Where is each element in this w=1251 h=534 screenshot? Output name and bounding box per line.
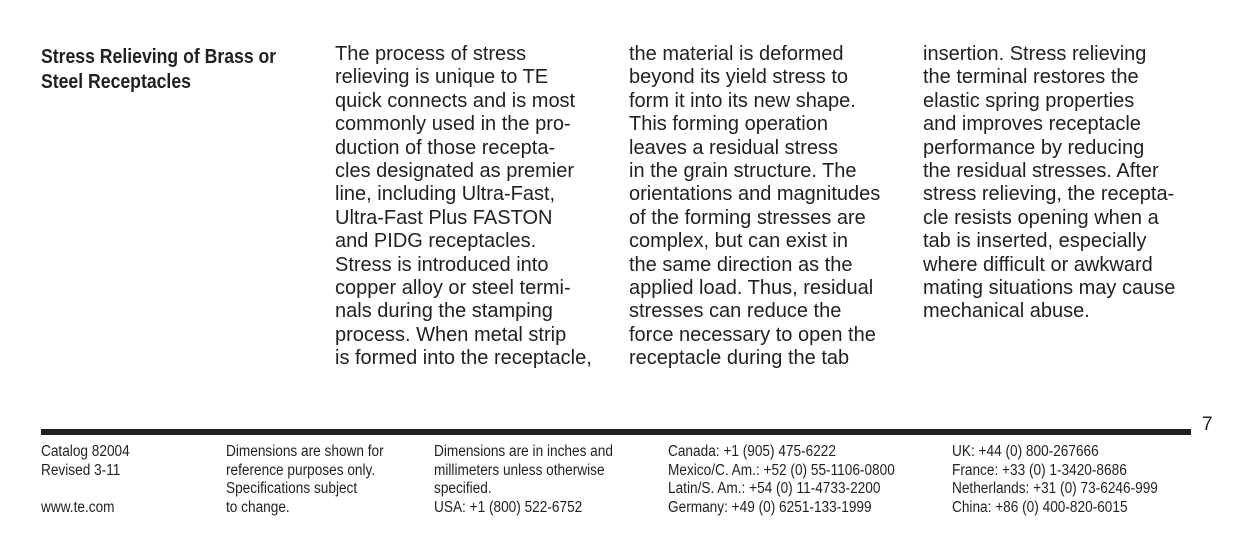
text-line: beyond its yield stress to bbox=[629, 66, 848, 89]
text-line: applied load. Thus, residual bbox=[629, 277, 874, 300]
text-line: the material is deformed bbox=[629, 43, 844, 65]
text-line: reference purposes only. bbox=[226, 461, 376, 479]
text-line: stresses can reduce the bbox=[629, 300, 842, 323]
text-line: quick connects and is most bbox=[335, 89, 576, 112]
text-line: and PIDG receptacles. bbox=[335, 230, 537, 253]
text-line: process. When metal strip bbox=[335, 323, 567, 346]
page-number: 7 bbox=[1202, 414, 1213, 435]
body-column-3 bbox=[923, 43, 1208, 324]
text-line: China: +86 (0) 400-820-6015 bbox=[952, 498, 1128, 516]
footer-dimensions-note bbox=[226, 443, 384, 517]
footer-divider-rule bbox=[41, 429, 1191, 435]
text-line: Mexico/C. Am.: +52 (0) 55-1106-0800 bbox=[668, 461, 895, 479]
text-line: nals during the stamping bbox=[335, 300, 553, 323]
text-line: cles designated as premier bbox=[335, 160, 575, 183]
body-column-2 bbox=[629, 43, 914, 371]
text-line: copper alloy or steel termi- bbox=[335, 277, 571, 300]
footer-catalog-info bbox=[41, 443, 130, 517]
text-line: commonly used in the pro- bbox=[335, 113, 571, 136]
text-line: duction of those recepta- bbox=[335, 136, 556, 159]
footer-units-note bbox=[434, 443, 613, 517]
text-line: Specifications subject bbox=[226, 480, 358, 498]
text-line: relieving is unique to TE bbox=[335, 66, 549, 89]
text-line: where difficult or awkward bbox=[923, 253, 1153, 276]
text-line: millimeters unless otherwise bbox=[434, 461, 605, 479]
text-line: the residual stresses. After bbox=[923, 160, 1159, 183]
text-line: insertion. Stress relieving bbox=[923, 43, 1147, 65]
text-line: mechanical abuse. bbox=[923, 300, 1090, 323]
text-line: tab is inserted, especially bbox=[923, 230, 1147, 253]
text-line: receptacle during the tab bbox=[629, 347, 850, 370]
text-line: cle resists opening when a bbox=[923, 206, 1159, 229]
text-line: force necessary to open the bbox=[629, 323, 876, 346]
text-line bbox=[41, 480, 130, 499]
text-line: Germany: +49 (0) 6251-133-1999 bbox=[668, 498, 872, 516]
footer-phones-world bbox=[952, 443, 1158, 517]
text-line: to change. bbox=[226, 498, 290, 516]
text-line: stress relieving, the recepta- bbox=[923, 183, 1175, 206]
text-line: www.te.com bbox=[41, 498, 115, 516]
text-line: The process of stress bbox=[335, 43, 527, 65]
text-line: Stress is introduced into bbox=[335, 253, 549, 276]
text-line: Netherlands: +31 (0) 73-6246-999 bbox=[952, 480, 1158, 498]
text-line: specified. bbox=[434, 480, 492, 498]
text-line: orientations and magnitudes bbox=[629, 183, 881, 206]
text-line: Dimensions are in inches and bbox=[434, 443, 613, 460]
text-line: Catalog 82004 bbox=[41, 443, 130, 460]
text-line: complex, but can exist in bbox=[629, 230, 848, 253]
text-line: Ultra-Fast Plus FASTON bbox=[335, 206, 553, 229]
text-line: in the grain structure. The bbox=[629, 160, 857, 183]
text-line: France: +33 (0) 1-3420-8686 bbox=[952, 461, 1127, 479]
section-heading-line: Steel Receptacles bbox=[41, 70, 191, 93]
text-line: elastic spring properties bbox=[923, 89, 1135, 112]
text-line: mating situations may cause bbox=[923, 277, 1176, 300]
text-line: is formed into the receptacle, bbox=[335, 347, 592, 370]
body-column-1 bbox=[335, 43, 620, 371]
text-line: Latin/S. Am.: +54 (0) 11-4733-2200 bbox=[668, 480, 881, 498]
text-line: leaves a residual stress bbox=[629, 136, 838, 159]
section-heading-line: Stress Relieving of Brass or bbox=[41, 45, 277, 68]
text-line: the same direction as the bbox=[629, 253, 853, 276]
text-line: of the forming stresses are bbox=[629, 206, 866, 229]
text-line: performance by reducing bbox=[923, 136, 1145, 159]
text-line: and improves receptacle bbox=[923, 113, 1141, 136]
text-line: USA: +1 (800) 522-6752 bbox=[434, 498, 583, 516]
text-line: line, including Ultra-Fast, bbox=[335, 183, 556, 206]
text-line: form it into its new shape. bbox=[629, 89, 856, 112]
text-line: UK: +44 (0) 800-267666 bbox=[952, 443, 1099, 460]
text-line: the terminal restores the bbox=[923, 66, 1139, 89]
section-heading bbox=[41, 44, 290, 94]
text-line: This forming operation bbox=[629, 113, 828, 136]
text-line: Dimensions are shown for bbox=[226, 443, 384, 460]
text-line: Canada: +1 (905) 475-6222 bbox=[668, 443, 836, 460]
text-line: Revised 3-11 bbox=[41, 461, 121, 479]
footer-phones-americas bbox=[668, 443, 895, 517]
